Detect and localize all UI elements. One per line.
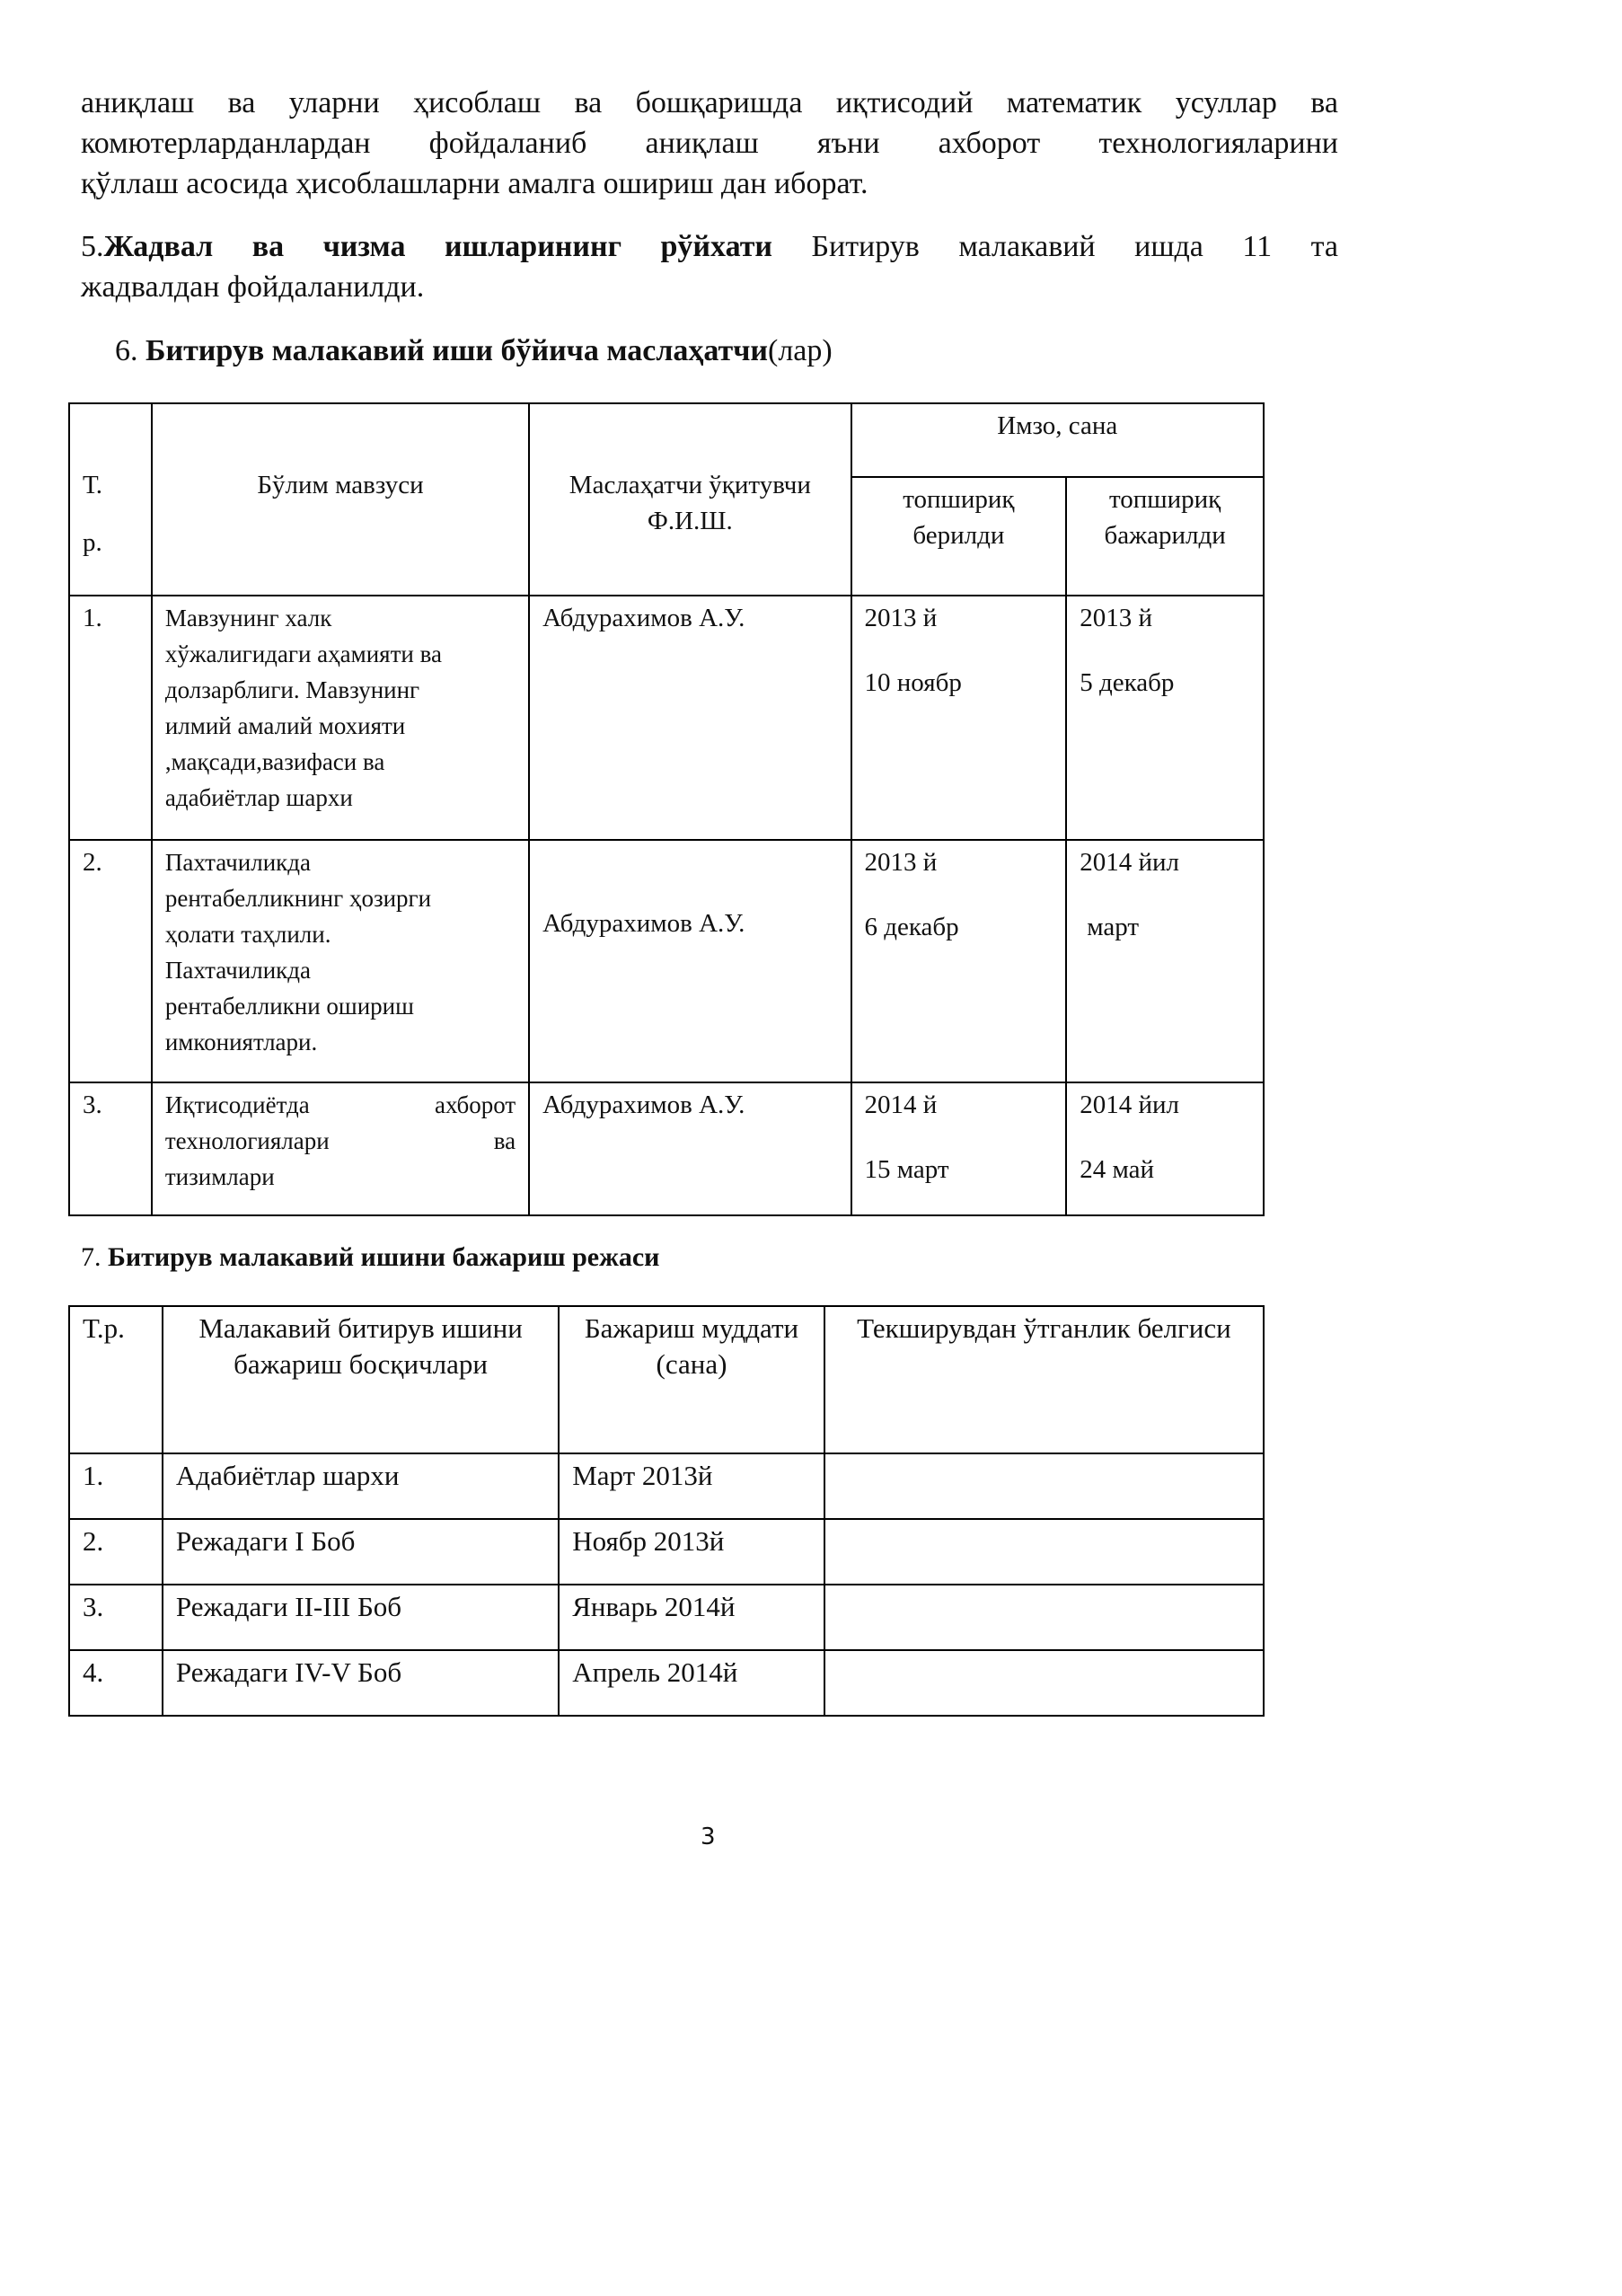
- section-6-suffix: (лар): [768, 334, 833, 367]
- section-5-paragraph: [81, 226, 1338, 307]
- section-5-number: 5.: [81, 230, 104, 263]
- row-advisor-name: Абдурахимов А.У.: [542, 909, 745, 938]
- table-row: [69, 1585, 1264, 1650]
- topic-line: имкониятлари.: [164, 1029, 318, 1055]
- topic-line: ҳолати таҳлили.: [164, 921, 331, 948]
- section-6-title: Битирув малакавий иши бўйича маслаҳатчи: [145, 334, 769, 367]
- plan-row-check: [824, 1519, 1264, 1585]
- header-advisor-line: Ф.И.Ш.: [647, 507, 733, 535]
- intro-line: қўллаш асосида ҳисоблашларни амалга ошириш дан иборат.: [81, 167, 868, 200]
- header-number-line: Т.: [83, 471, 103, 499]
- section-5-line-2: жадвалдан фойдаланилди.: [81, 270, 425, 304]
- given-year: 2013 й: [864, 604, 938, 632]
- header-sign-date: Имзо, сана: [851, 403, 1264, 477]
- plan-row-stage: Режадаги II-III Боб: [163, 1585, 559, 1650]
- intro-paragraph: [81, 83, 1338, 204]
- section-7-title: Битирув малакавий ишини бажариш режаси: [108, 1242, 660, 1272]
- plan-header-deadline-line: (сана): [656, 1348, 727, 1380]
- section-5-line-1: [81, 226, 1338, 267]
- topic-line: Пахтачиликда: [164, 957, 311, 984]
- plan-header-deadline-line: Бажариш муддати: [584, 1312, 799, 1344]
- row-given: [851, 596, 1067, 840]
- plan-header-stage-line: Малакавий битирув ишини: [198, 1312, 523, 1344]
- plan-row-stage: Режадаги IV-V Боб: [163, 1650, 559, 1716]
- section-7-number: 7.: [81, 1242, 108, 1272]
- topic-line: рентабелликни ошириш: [164, 993, 414, 1020]
- advisors-table: [68, 402, 1265, 1216]
- page-number: 3: [701, 1824, 716, 1850]
- topic-line: долзарблиги. Мавзунинг: [164, 676, 420, 703]
- row-done: [1066, 596, 1264, 840]
- header-number-line: р.: [83, 528, 102, 557]
- topic-line: технологиялари ва: [164, 1127, 516, 1154]
- plan-row-deadline: Ноябр 2013й: [559, 1519, 824, 1585]
- row-advisor: [529, 840, 851, 1082]
- row-given: [851, 840, 1067, 1082]
- done-date: 24 май: [1080, 1155, 1154, 1184]
- plan-row-number: 4.: [69, 1650, 163, 1716]
- plan-row-number: 3.: [69, 1585, 163, 1650]
- plan-header-check: Текширувдан ўтганлик белгиси: [824, 1306, 1264, 1453]
- row-number: 1.: [69, 596, 152, 840]
- row-advisor: Абдурахимов А.У.: [529, 596, 851, 840]
- plan-row-deadline: Март 2013й: [559, 1453, 824, 1519]
- topic-line: Мавзунинг халк: [164, 605, 332, 631]
- header-topic-label: Бўлим мавзуси: [257, 471, 424, 499]
- table-row: [69, 596, 1264, 840]
- header-given-line: берилди: [912, 521, 1005, 550]
- done-date: март: [1087, 913, 1140, 941]
- done-year: 2014 йил: [1080, 848, 1179, 877]
- section-5-title: Жадвал ва чизма ишларининг рўйхати: [103, 230, 772, 263]
- plan-row-stage: Адабиётлар шархи: [163, 1453, 559, 1519]
- given-date: 6 декабр: [864, 913, 959, 941]
- topic-line: ,мақсади,вазифаси ва: [164, 748, 385, 775]
- header-given-line: топшириқ: [903, 485, 1015, 514]
- topic-line: Пахтачиликда: [164, 849, 311, 876]
- header-number: [69, 403, 152, 596]
- plan-row-deadline: Январь 2014й: [559, 1585, 824, 1650]
- topic-line: рентабелликнинг ҳозирги: [164, 885, 432, 912]
- plan-header-number: Т.р.: [69, 1306, 163, 1453]
- given-date: 15 март: [864, 1155, 949, 1184]
- row-topic: [152, 1082, 529, 1215]
- section-7-heading: [81, 1240, 659, 1276]
- plan-header-stage-line: бажариш босқичлари: [234, 1348, 488, 1380]
- plan-row-stage: Режадаги I Боб: [163, 1519, 559, 1585]
- table-row: [69, 1453, 1264, 1519]
- intro-line: комютерларданлардан фойдаланиб аниқлаш яъни ахборот технологияларини: [81, 127, 1338, 160]
- row-number: 3.: [69, 1082, 152, 1215]
- table-row: [69, 1519, 1264, 1585]
- header-topic: [152, 403, 529, 596]
- given-year: 2013 й: [864, 848, 938, 877]
- plan-row-deadline: Апрель 2014й: [559, 1650, 824, 1716]
- section-6-number: 6.: [115, 334, 145, 367]
- header-done-line: топшириқ: [1108, 485, 1221, 514]
- section-5-text: Битирув малакавий ишда 11 та: [771, 230, 1338, 263]
- section-6-heading: [115, 331, 833, 371]
- given-date: 10 ноябр: [864, 668, 962, 697]
- header-task-done: [1066, 477, 1264, 596]
- plan-header-deadline: [559, 1306, 824, 1453]
- header-advisor-line: Маслаҳатчи ўқитувчи: [569, 471, 811, 499]
- table-row: [69, 1650, 1264, 1716]
- topic-line: адабиётлар шархи: [164, 784, 353, 811]
- intro-line: аниқлаш ва уларни ҳисоблаш ва бошқаришда иқтисодий математик усуллар ва: [81, 86, 1338, 119]
- plan-row-check: [824, 1585, 1264, 1650]
- table-row: [69, 840, 1264, 1082]
- topic-line: хўжалигидаги аҳамияти ва: [164, 640, 442, 667]
- plan-row-number: 2.: [69, 1519, 163, 1585]
- row-given: [851, 1082, 1067, 1215]
- header-task-given: [851, 477, 1067, 596]
- work-plan-table: [68, 1305, 1265, 1717]
- plan-row-check: [824, 1650, 1264, 1716]
- done-year: 2014 йил: [1080, 1091, 1179, 1119]
- done-year: 2013 й: [1080, 604, 1152, 632]
- header-advisor: [529, 403, 851, 596]
- topic-line: тизимлари: [164, 1163, 275, 1190]
- table-row: [69, 1082, 1264, 1215]
- done-date: 5 декабр: [1080, 668, 1175, 697]
- plan-row-number: 1.: [69, 1453, 163, 1519]
- row-number: 2.: [69, 840, 152, 1082]
- given-year: 2014 й: [864, 1091, 938, 1119]
- row-topic: [152, 596, 529, 840]
- plan-row-check: [824, 1453, 1264, 1519]
- topic-line: Иқтисодиётда ахборот: [164, 1091, 516, 1118]
- header-done-line: бажарилди: [1104, 521, 1226, 550]
- row-topic: [152, 840, 529, 1082]
- row-done: [1066, 840, 1264, 1082]
- plan-header-stage: [163, 1306, 559, 1453]
- topic-line: илмий амалий мохияти: [164, 712, 406, 739]
- row-advisor: Абдурахимов А.У.: [529, 1082, 851, 1215]
- row-done: [1066, 1082, 1264, 1215]
